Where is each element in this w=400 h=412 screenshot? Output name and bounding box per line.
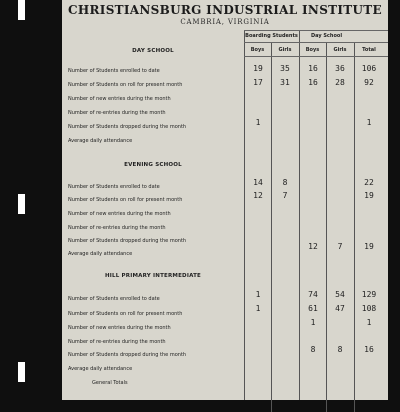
cell-value: 1 bbox=[255, 290, 261, 299]
row-label: Average daily attendance bbox=[68, 138, 133, 144]
header-total: Total bbox=[362, 47, 376, 53]
row-label: Number of Students on roll for present month bbox=[68, 197, 183, 203]
report-title: CHRISTIANSBURG INDUSTRIAL INSTITUTE bbox=[68, 3, 382, 17]
binder-hole bbox=[18, 194, 25, 214]
row-label: Number of re-entries during the month bbox=[68, 110, 166, 116]
header-day-school: Day School bbox=[310, 33, 343, 39]
section-title: DAY SCHOOL bbox=[132, 48, 174, 54]
cell-value: 12 bbox=[308, 242, 318, 251]
row-label: Number of Students on roll for present month bbox=[68, 82, 183, 88]
cell-value: 1 bbox=[255, 304, 261, 313]
cell-value: 1 bbox=[310, 318, 316, 327]
cell-value: 12 bbox=[253, 191, 263, 200]
row-label: Number of Students dropped during the month bbox=[68, 124, 187, 130]
cell-value: 106 bbox=[361, 64, 377, 73]
cell-value: 19 bbox=[364, 191, 374, 200]
row-label: Number of Students dropped during the month bbox=[68, 238, 187, 244]
row-label: Number of new entries during the month bbox=[68, 211, 171, 217]
column-divider bbox=[354, 42, 355, 412]
row-label: Average daily attendance bbox=[68, 366, 133, 372]
cell-value: 129 bbox=[361, 290, 377, 299]
header-rule bbox=[244, 56, 388, 57]
row-label: Number of Students enrolled to date bbox=[68, 68, 160, 74]
cell-value: 19 bbox=[364, 242, 374, 251]
row-label: Number of new entries during the month bbox=[68, 96, 171, 102]
cell-value: 31 bbox=[280, 78, 290, 87]
cell-value: 7 bbox=[337, 242, 343, 251]
binder-hole bbox=[18, 0, 25, 20]
row-label: Number of Students enrolled to date bbox=[68, 296, 160, 302]
cell-value: 22 bbox=[364, 178, 374, 187]
cell-value: 16 bbox=[308, 64, 318, 73]
binder-hole bbox=[18, 362, 25, 382]
cell-value: 1 bbox=[366, 318, 372, 327]
cell-value: 1 bbox=[366, 118, 372, 127]
header-rule bbox=[244, 30, 388, 31]
cell-value: 1 bbox=[255, 118, 261, 127]
cell-value: 17 bbox=[253, 78, 263, 87]
cell-value: 28 bbox=[335, 78, 345, 87]
row-label: Number of re-entries during the month bbox=[68, 339, 166, 345]
cell-value: 35 bbox=[280, 64, 290, 73]
cell-value: 16 bbox=[308, 78, 318, 87]
cell-value: 19 bbox=[253, 64, 263, 73]
cell-value: 8 bbox=[337, 345, 343, 354]
cell-value: 92 bbox=[364, 78, 374, 87]
header-day-girls: Girls bbox=[333, 47, 347, 53]
cell-value: 74 bbox=[308, 290, 318, 299]
cell-value: 108 bbox=[361, 304, 377, 313]
general-totals-label: General Totals bbox=[92, 380, 128, 386]
row-label: Number of new entries during the month bbox=[68, 325, 171, 331]
cell-value: 36 bbox=[335, 64, 345, 73]
report-subtitle: CAMBRIA, VIRGINIA bbox=[180, 18, 270, 26]
header-day-boys: Boys bbox=[305, 47, 320, 53]
cell-value: 61 bbox=[308, 304, 318, 313]
section-title: HILL PRIMARY INTERMEDIATE bbox=[104, 273, 202, 279]
header-boarding-students: Boarding Students bbox=[245, 33, 298, 39]
cell-value: 7 bbox=[282, 191, 288, 200]
header-rule bbox=[244, 42, 388, 43]
cell-value: 8 bbox=[282, 178, 288, 187]
row-label: Number of Students on roll for present month bbox=[68, 311, 183, 317]
cell-value: 8 bbox=[310, 345, 316, 354]
cell-value: 54 bbox=[335, 290, 345, 299]
row-label: Number of Students enrolled to date bbox=[68, 184, 160, 190]
row-label: Number of re-entries during the month bbox=[68, 225, 166, 231]
column-divider bbox=[271, 42, 272, 412]
report-page bbox=[62, 0, 388, 400]
section-title: EVENING SCHOOL bbox=[124, 162, 182, 168]
row-label: Number of Students dropped during the month bbox=[68, 352, 187, 358]
column-divider bbox=[326, 42, 327, 412]
row-label: Average daily attendance bbox=[68, 251, 133, 257]
header-boys: Boys bbox=[250, 47, 265, 53]
cell-value: 14 bbox=[253, 178, 263, 187]
cell-value: 16 bbox=[364, 345, 374, 354]
header-girls: Girls bbox=[278, 47, 292, 53]
cell-value: 47 bbox=[335, 304, 345, 313]
